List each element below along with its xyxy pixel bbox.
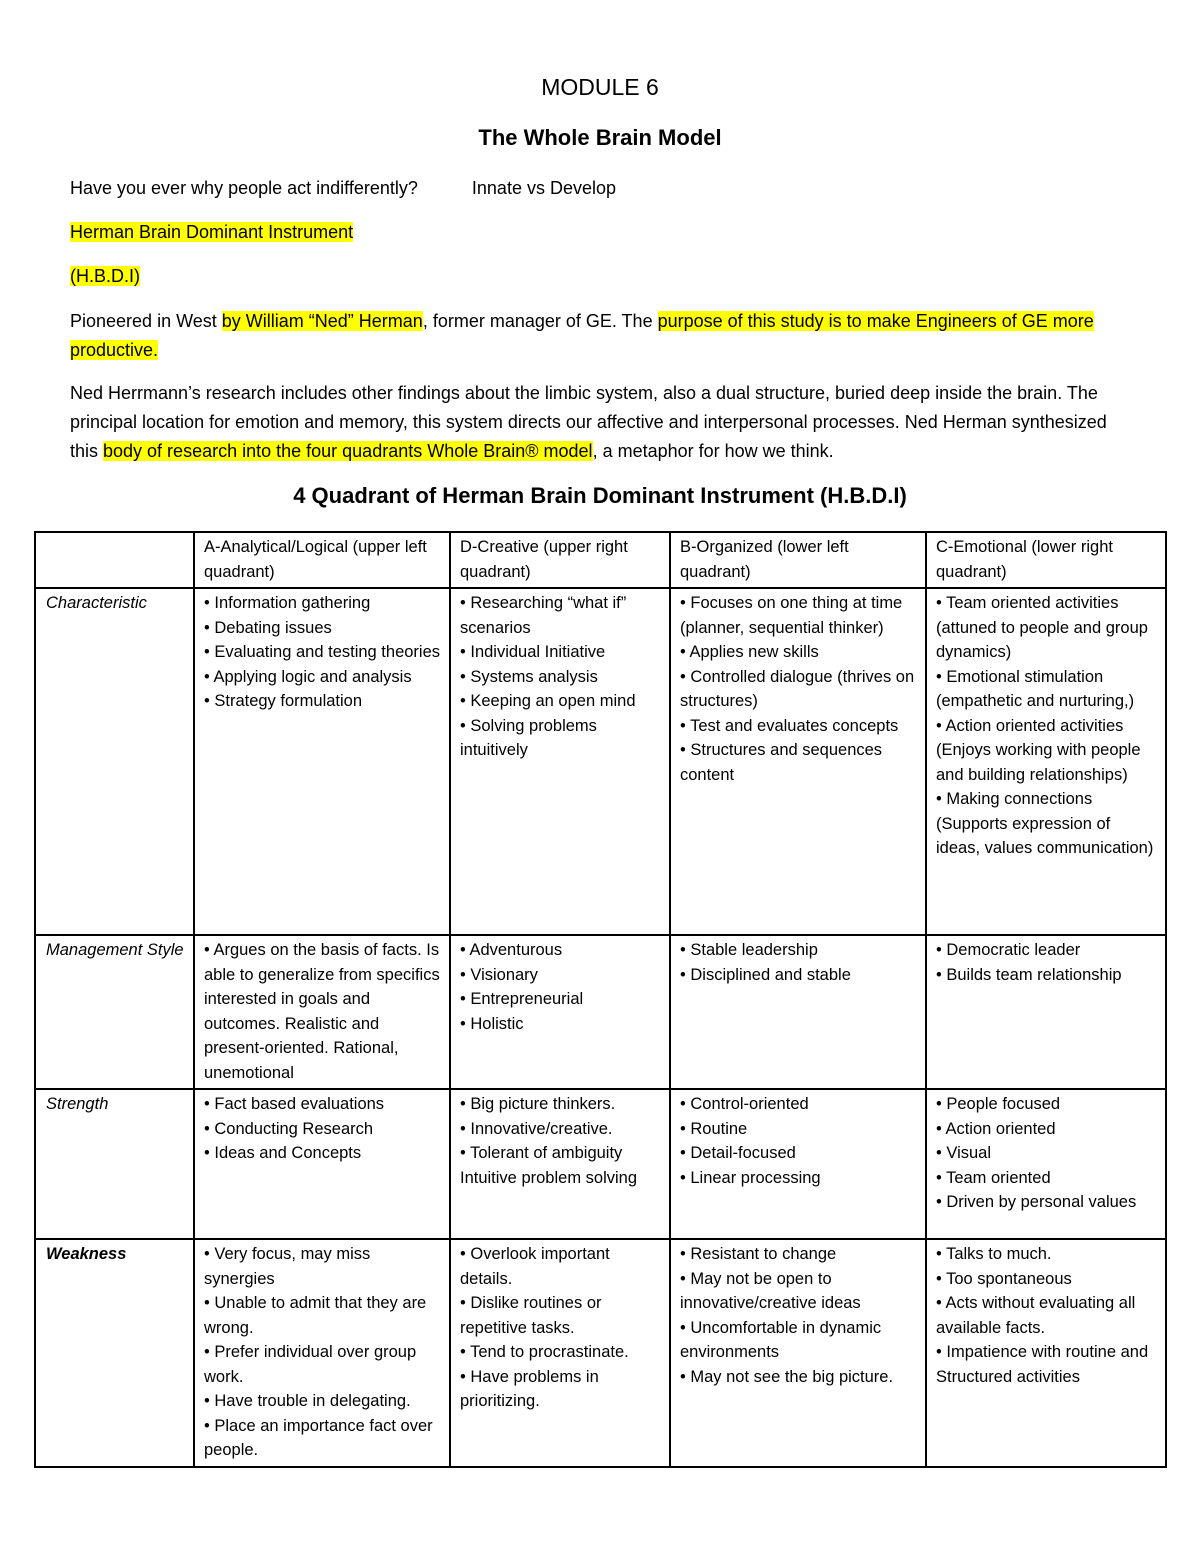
- cell-item: • Test and evaluates concepts: [680, 716, 899, 735]
- cell-item: • Debating issues: [204, 618, 332, 637]
- question-line: [70, 174, 1130, 203]
- cell-item: • Structures and sequences content: [680, 741, 883, 784]
- table-header-row: [35, 532, 1166, 588]
- cell-item: • Solving problems intuitively: [460, 716, 597, 759]
- table-cell: [450, 588, 670, 935]
- cell-item: • Disciplined and stable: [680, 965, 851, 984]
- pioneer-text-1: Pioneered in West: [70, 311, 222, 331]
- pioneer-text-2: , former manager of GE. The: [422, 311, 658, 331]
- page-title: The Whole Brain Model: [478, 125, 722, 150]
- pioneer-paragraph: [70, 307, 1120, 365]
- table-title: 4 Quadrant of Herman Brain Dominant Instrument (H.B.D.I): [293, 483, 907, 508]
- table-cell: [194, 1089, 450, 1239]
- instrument-abbr: (H.B.D.I): [70, 266, 140, 286]
- table-row: [35, 1089, 1166, 1239]
- cell-item: • Resistant to change: [680, 1245, 837, 1263]
- cell-item: • Evaluating and testing theories: [204, 643, 441, 661]
- cell-item: • Unable to admit that they are wrong.: [204, 1294, 427, 1337]
- table-row: [35, 588, 1166, 935]
- cell-item: • Holistic: [460, 1014, 524, 1033]
- research-text-2: , a metaphor for how we think.: [592, 441, 834, 461]
- header-cell-a: A-Analytical/Logical (upper left quadrant): [194, 532, 450, 588]
- row-label: Management Style: [35, 935, 194, 1089]
- cell-item: • Innovative/creative.: [460, 1119, 613, 1138]
- cell-item: • Visionary: [460, 965, 538, 984]
- table-cell: [670, 588, 926, 935]
- cell-item: • Controlled dialogue (thrives on structures): [680, 667, 915, 710]
- header-cell-b: B-Organized (lower left quadrant): [670, 532, 926, 588]
- question-text: Have you ever why people act indifferently?: [70, 178, 418, 198]
- cell-item: • Tend to procrastinate.: [460, 1343, 629, 1361]
- table-cell: [926, 1089, 1166, 1239]
- cell-item: • Team oriented: [936, 1168, 1051, 1187]
- table-row: [35, 935, 1166, 1089]
- cell-item: • Too spontaneous: [936, 1269, 1072, 1288]
- cell-item: • Acts without evaluating all: [936, 1294, 1136, 1312]
- cell-item: • Dislike routines or repetitive tasks.: [460, 1294, 602, 1337]
- cell-item: • Have problems in prioritizing.: [460, 1367, 599, 1410]
- cell-item: • Driven by personal values: [936, 1193, 1137, 1211]
- row-label: Characteristic: [35, 588, 194, 935]
- cell-item: • May not see the big picture.: [680, 1367, 894, 1386]
- cell-item: • Making connections (Supports expression of ideas, values communication): [936, 790, 1154, 857]
- cell-item: • Action oriented activities (Enjoys working with people and building relationships): [936, 716, 1141, 784]
- pioneer-highlight-2: purpose of this study is to make Engineers of GE more productive.: [70, 311, 1094, 360]
- cell-item: • Fact based evaluations: [204, 1095, 385, 1113]
- module-heading: MODULE 6: [541, 74, 659, 100]
- instrument-name-line: [70, 218, 353, 247]
- cell-item: • Individual Initiative: [460, 643, 606, 661]
- row-label: Weakness: [35, 1239, 194, 1467]
- cell-item: • Researching “what if” scenarios: [460, 594, 627, 637]
- table-cell: [926, 588, 1166, 935]
- cell-item: • Control-oriented: [680, 1095, 809, 1113]
- cell-item: • Adventurous: [460, 941, 563, 959]
- cell-item: • Ideas and Concepts: [204, 1144, 362, 1162]
- cell-item: • Emotional stimulation (empathetic and nurturing,): [936, 667, 1135, 710]
- pioneer-highlight-1: by William “Ned” Herman: [221, 311, 423, 331]
- cell-item: • Builds team relationship: [936, 965, 1122, 984]
- row-label: Strength: [35, 1089, 194, 1239]
- cell-item: • Overlook important details.: [460, 1245, 610, 1288]
- instrument-name: Herman Brain Dominant Instrument: [70, 222, 354, 242]
- cell-item: • May not be open to innovative/creative ideas: [680, 1269, 861, 1312]
- research-text-1: Ned Herrmann’s research includes other findings about the limbic system, also a dual structure, buried deep inside the brain. The principal location for emotion and memory, this system directs our affective and interpersonal processes. Ned Herman synthesized this: [70, 383, 1107, 461]
- cell-item: • Systems analysis: [460, 667, 598, 686]
- cell-item: • Focuses on one thing at time (planner, sequential thinker): [680, 594, 903, 637]
- cell-item: • Democratic leader: [936, 941, 1081, 959]
- table-cell: [926, 1239, 1166, 1467]
- header-cell-empty: [35, 532, 194, 588]
- table-cell: [450, 1239, 670, 1467]
- table-cell: [450, 935, 670, 1089]
- cell-item: • Argues on the basis of facts. Is able to generalize from specifics interested in goals and outcomes. Realistic and present-oriented. Rational, unemotional: [204, 941, 440, 1082]
- cell-item: • Team oriented activities (attuned to people and group dynamics): [936, 594, 1148, 661]
- cell-item: • Have trouble in delegating.: [204, 1392, 411, 1410]
- table-cell: [194, 1239, 450, 1467]
- cell-item: • Talks to much.: [936, 1245, 1052, 1263]
- header-cell-c: C-Emotional (lower right quadrant): [926, 532, 1166, 588]
- cell-item: • Action oriented: [936, 1119, 1056, 1138]
- cell-item: • Stable leadership: [680, 941, 818, 959]
- table-row: [35, 1239, 1166, 1467]
- cell-item: • Very focus, may miss synergies: [204, 1245, 371, 1288]
- table-cell: [194, 588, 450, 935]
- cell-item: • Applies new skills: [680, 643, 819, 661]
- cell-item: • Routine: [680, 1119, 748, 1138]
- research-paragraph: [70, 379, 1135, 466]
- cell-item: • Big picture thinkers.: [460, 1095, 616, 1113]
- instrument-abbr-line: [70, 262, 140, 291]
- cell-item: • Information gathering: [204, 594, 371, 612]
- cell-item: Structured activities: [936, 1367, 1080, 1386]
- cell-item: available facts.: [936, 1318, 1046, 1337]
- cell-item: • Conducting Research: [204, 1119, 374, 1138]
- cell-item: • People focused: [936, 1095, 1061, 1113]
- quadrant-table: [34, 531, 1167, 1468]
- cell-item: • Uncomfortable in dynamic environments: [680, 1318, 882, 1361]
- table-cell: [194, 935, 450, 1089]
- table-cell: [450, 1089, 670, 1239]
- cell-item: • Keeping an open mind: [460, 692, 636, 710]
- cell-item: • Detail-focused: [680, 1144, 796, 1162]
- cell-item: • Impatience with routine and: [936, 1343, 1149, 1361]
- cell-item: • Tolerant of ambiguity: [460, 1144, 623, 1162]
- cell-item: Intuitive problem solving: [460, 1168, 638, 1187]
- cell-item: • Visual: [936, 1144, 992, 1162]
- table-cell: [670, 1239, 926, 1467]
- cell-item: • Prefer individual over group work.: [204, 1343, 417, 1386]
- cell-item: • Place an importance fact over people.: [204, 1416, 433, 1459]
- research-highlight: body of research into the four quadrants Whole Brain® model: [103, 441, 593, 461]
- table-cell: [670, 935, 926, 1089]
- question-aside: Innate vs Develop: [471, 178, 616, 198]
- table-cell: [926, 935, 1166, 1089]
- cell-item: • Linear processing: [680, 1168, 821, 1187]
- cell-item: • Entrepreneurial: [460, 990, 584, 1008]
- header-cell-d: D-Creative (upper right quadrant): [450, 532, 670, 588]
- table-cell: [670, 1089, 926, 1239]
- cell-item: • Applying logic and analysis: [204, 667, 412, 686]
- cell-item: • Strategy formulation: [204, 692, 363, 710]
